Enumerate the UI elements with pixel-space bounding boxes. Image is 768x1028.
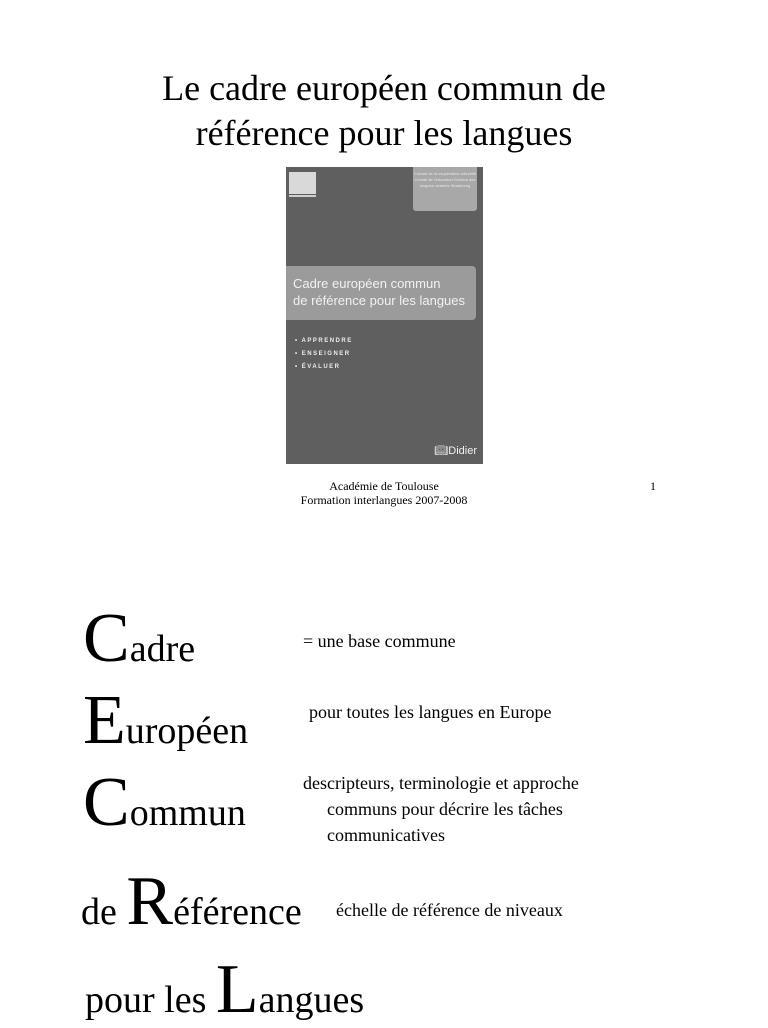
definition-cadre: = une base commune xyxy=(303,631,456,651)
footer-line-2: Formation interlangues 2007-2008 xyxy=(300,493,468,507)
slide-title xyxy=(0,66,768,156)
word-initial: E xyxy=(83,682,126,759)
acronym-word-reference xyxy=(81,863,302,940)
cover-bullet: • ÉVALUER xyxy=(295,361,353,374)
acronym-word-langues xyxy=(85,951,365,1028)
publisher-logo xyxy=(434,444,477,457)
council-of-europe-logo xyxy=(289,172,316,194)
word-prefix: de xyxy=(81,891,127,933)
cover-title-line-1: Cadre européen commun xyxy=(293,276,441,291)
slide-title-line-1: Le cadre européen commun de xyxy=(162,68,606,108)
word-initial: C xyxy=(83,600,130,677)
cover-bullet: • APPRENDRE xyxy=(295,335,353,348)
definition-line: communicatives xyxy=(327,825,445,845)
word-rest: adre xyxy=(129,628,196,670)
word-prefix: pour les xyxy=(85,979,216,1021)
slide-title-line-2: référence pour les langues xyxy=(195,113,573,153)
cover-publisher-tag: Conseil de la coopération culturelle Comité de l'éducation Division des langues vivantes Strasbourg xyxy=(413,167,477,211)
word-rest: éférence xyxy=(173,891,302,933)
definition-line: descripteurs, terminologie et approche xyxy=(303,773,579,793)
word-rest: ommun xyxy=(129,792,246,834)
word-initial: C xyxy=(83,764,130,841)
book-icon: 📖︎ xyxy=(434,445,449,457)
acronym-word-cadre xyxy=(83,600,196,677)
logo-underline xyxy=(289,195,316,197)
cover-bullet: • ENSEIGNER xyxy=(295,348,353,361)
book-cover-image xyxy=(286,167,483,464)
word-initial: R xyxy=(126,863,174,940)
footer-line-1: Académie de Toulouse xyxy=(329,479,439,493)
word-initial: L xyxy=(215,951,259,1028)
word-rest: angues xyxy=(258,979,365,1021)
definition-commun xyxy=(303,770,651,848)
cover-bullet-list xyxy=(295,335,353,374)
definition-reference: échelle de référence de niveaux xyxy=(336,900,563,920)
cover-title-line-2: de référence pour les langues xyxy=(293,293,466,308)
definition-europeen: pour toutes les langues en Europe xyxy=(309,702,552,722)
acronym-word-commun xyxy=(83,764,246,841)
cover-title xyxy=(293,275,483,309)
page-number: 1 xyxy=(650,479,656,493)
definition-line: communs pour décrire les tâches xyxy=(327,799,563,819)
word-rest: uropéen xyxy=(125,710,249,752)
publisher-name: Didier xyxy=(448,445,477,457)
acronym-word-europeen xyxy=(83,682,249,759)
